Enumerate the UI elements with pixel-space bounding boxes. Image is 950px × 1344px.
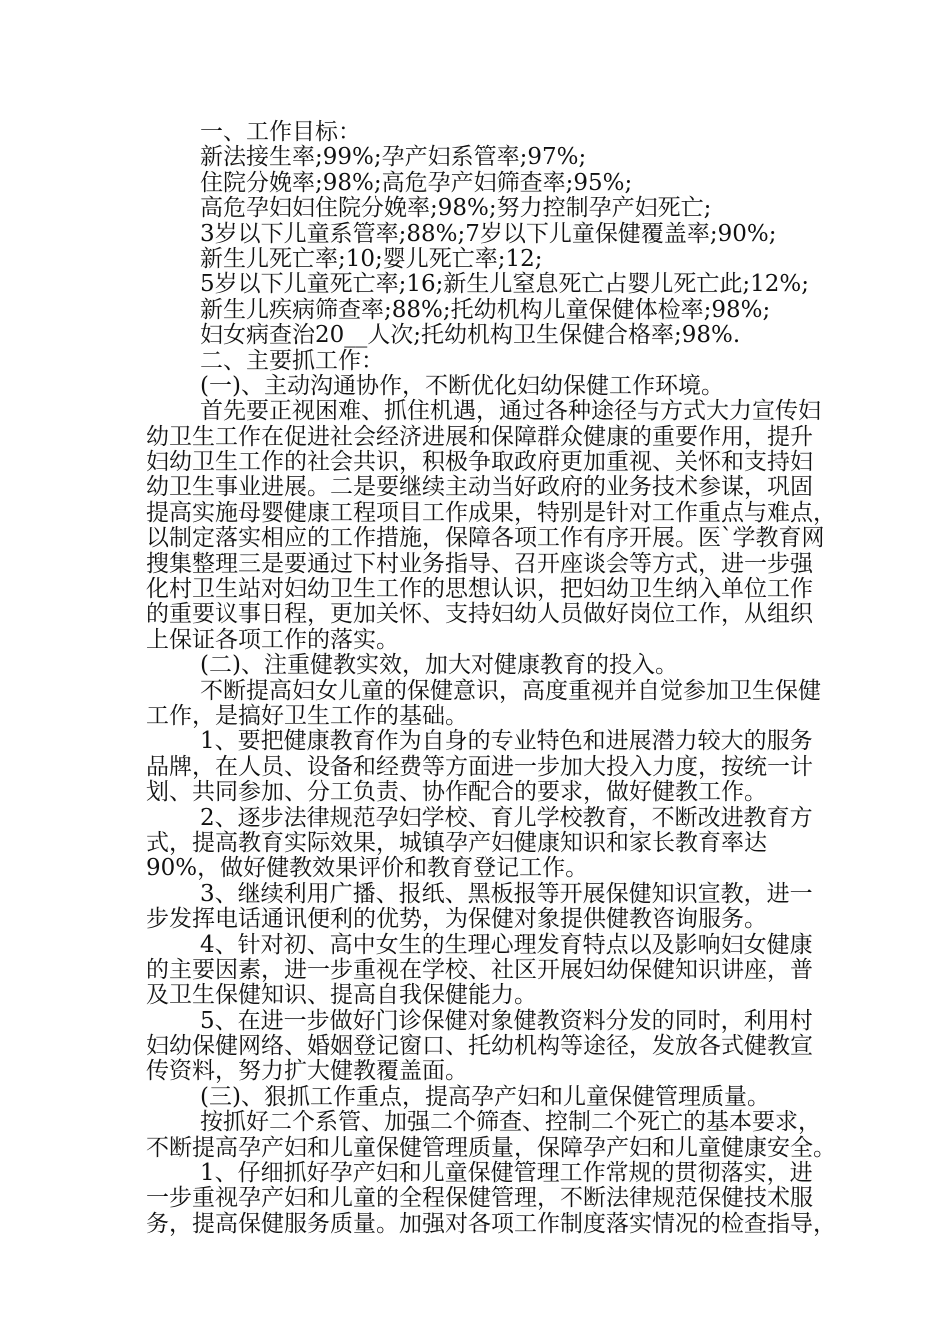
document-text-line: 的重要议事日程，更加关怀、支持妇幼人员做好岗位工作，从组织 (146, 601, 813, 628)
document-text-line: 按抓好二个系管、加强二个筛查、控制二个死亡的基本要求， (200, 1109, 821, 1136)
document-text-line: 1、仔细抓好孕产妇和儿童保健管理工作常规的贯彻落实，进 (200, 1160, 813, 1187)
document-text-line: 首先要正视困难、抓住机遇，通过各种途径与方式大力宣传妇 (200, 398, 821, 425)
document-text-line: 传资料，努力扩大健教覆盖面。 (146, 1058, 468, 1085)
document-text-line: 划、共同参加、分工负责、协作配合的要求，做好健教工作。 (146, 779, 767, 806)
document-text-line: 不断提高孕产妇和儿童保健管理质量，保障孕产妇和儿童健康安全。 (146, 1134, 836, 1161)
document-text-line: 新生儿疾病筛查率;88%;托幼机构儿童保健体检率;98%; (200, 296, 771, 323)
document-text-line: 1、要把健康教育作为自身的专业特色和进展潜力较大的服务 (200, 728, 813, 755)
document-text-line: 妇幼卫生工作的社会共识，积极争取政府更加重视、关怀和支持妇 (146, 449, 813, 476)
document-text-line: 新法接生率;99%;孕产妇系管率;97%; (200, 144, 587, 171)
document-text-line: 以制定落实相应的工作措施，保障各项工作有序开展。医`学教育网 (146, 525, 825, 552)
document-text-line: 一步重视孕产妇和儿童的全程保健管理，不断法律规范保健技术服 (146, 1185, 813, 1212)
document-text-line: 步发挥电话通讯便利的优势，为保健对象提供健教咨询服务。 (146, 906, 767, 933)
document-text-line: 式，提高教育实际效果，城镇孕产妇健康知识和家长教育率达 (146, 829, 767, 856)
document-text-line: 5岁以下儿童死亡率;16;新生儿窒息死亡占婴儿死亡此;12%; (200, 271, 810, 298)
document-text-line: 幼卫生事业进展。二是要继续主动当好政府的业务技术参谋，巩固 (146, 474, 813, 501)
document-text-line: 及卫生保健知识、提高自我保健能力。 (146, 982, 537, 1009)
document-text-line: 2、逐步法律规范孕妇学校、育儿学校教育，不断改进教育方 (200, 804, 813, 831)
document-text-line: 90%，做好健教效果评价和教育登记工作。 (146, 855, 589, 882)
document-text-line: (三)、狠抓工作重点，提高孕产妇和儿童保健管理质量。 (200, 1083, 770, 1110)
document-text-line: 务，提高保健服务质量。加强对各项工作制度落实情况的检查指导， (146, 1210, 836, 1237)
document-text-line: 高危孕妇妇住院分娩率;98%;努力控制孕产妇死亡; (200, 195, 712, 222)
document-text-line: 二、主要抓工作： (200, 347, 384, 374)
document-text-line: 上保证各项工作的落实。 (146, 626, 399, 653)
document-body (146, 119, 836, 1237)
document-text-line: 3岁以下儿童系管率;88%;7岁以下儿童保健覆盖率;90%; (200, 220, 777, 247)
document-text-line: 4、针对初、高中女生的生理心理发育特点以及影响妇女健康 (200, 931, 813, 958)
document-text-line: 化村卫生站对妇幼卫生工作的思想认识，把妇幼卫生纳入单位工作 (146, 576, 813, 603)
document-text-line: 妇女病查治20__人次;托幼机构卫生保健合格率;98%. (200, 322, 741, 349)
document-text-line: 住院分娩率;98%;高危孕产妇筛查率;95%; (200, 169, 633, 196)
document-text-line: 妇幼保健网络、婚姻登记窗口、托幼机构等途径，发放各式健教宣 (146, 1033, 813, 1060)
document-text-line: 搜集整理三是要通过下村业务指导、召开座谈会等方式，进一步强 (146, 550, 813, 577)
document-text-line: (一)、主动沟通协作，不断优化妇幼保健工作环境。 (200, 372, 724, 399)
document-text-line: 提高实施母婴健康工程项目工作成果，特别是针对工作重点与难点， (146, 499, 836, 526)
document-text-line: 工作，是搞好卫生工作的基础。 (146, 702, 468, 729)
document-text-line: 不断提高妇女儿童的保健意识，高度重视并自觉参加卫生保健 (200, 677, 821, 704)
document-text-line: 幼卫生工作在促进社会经济进展和保障群众健康的重要作用，提升 (146, 423, 813, 450)
document-text-line: 新生儿死亡率;10;婴儿死亡率;12; (200, 245, 543, 272)
document-text-line: (二)、注重健教实效，加大对健康教育的投入。 (200, 652, 678, 679)
document-text-line: 3、继续利用广播、报纸、黑板报等开展保健知识宣教，进一 (200, 880, 813, 907)
document-text-line: 品牌，在人员、设备和经费等方面进一步加大投入力度，按统一计 (146, 753, 813, 780)
document-text-line: 一、工作目标： (200, 119, 361, 145)
document-text-line: 的主要因素，进一步重视在学校、社区开展妇幼保健知识讲座，普 (146, 956, 813, 983)
document-text-line: 5、在进一步做好门诊保健对象健教资料分发的同时，利用村 (200, 1007, 813, 1034)
